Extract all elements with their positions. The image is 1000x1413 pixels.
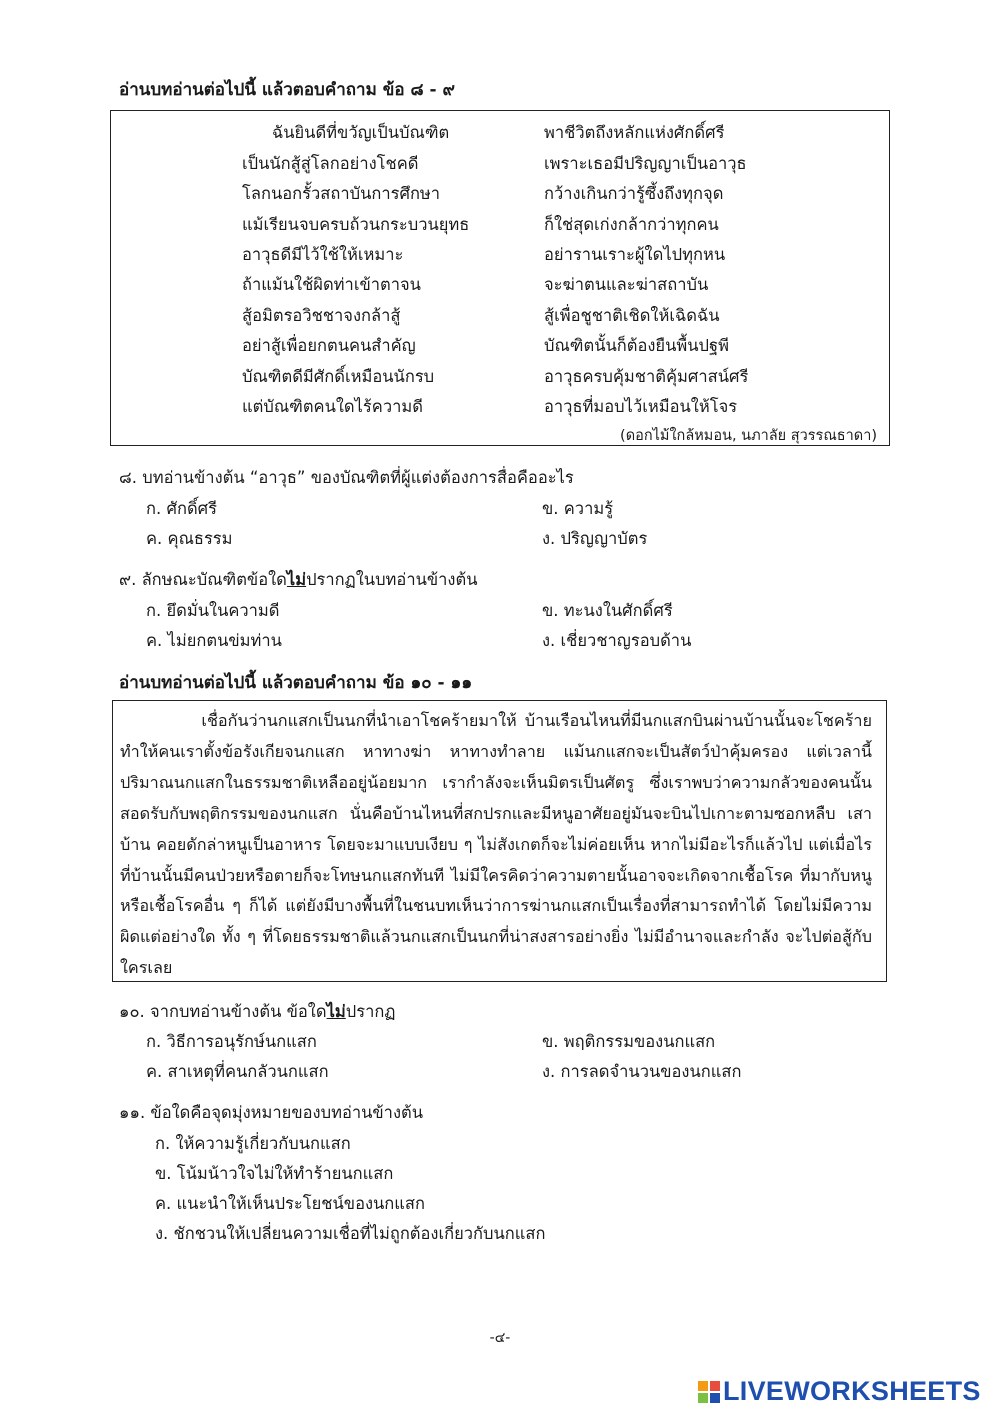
q9-option-b[interactable]: ข. ทะนงในศักดิ์ศรี — [542, 601, 673, 620]
q11-option-b[interactable]: ข. โน้มน้าวใจไม่ให้ทำร้ายนกแสก — [155, 1164, 394, 1183]
question-9 — [119, 567, 477, 593]
q10-option-d[interactable]: ง. การลดจำนวนของนกแสก — [542, 1062, 742, 1081]
poem-line-left: อย่าสู้เพื่อยกตนคนสำคัญ — [242, 336, 416, 355]
passage-paragraph: เชื่อกันว่านกแสกเป็นนกที่นำเอาโชคร้ายมาให้ บ้านเรือนไหนที่มีนกแสกบินผ่านบ้านนั้นจะโชคร้าย ทำให้คนเราตั้งข้อรังเกียจนกแสก หาทางฆ่า หาทางทำลาย แม้นกแสกจะเป็นสัตว์ป่าคุ้มครอง แต่เวลานี้ ปริมาณนกแสกในธรรมชาติเหลืออยู่น้อยมาก เรากำลังจะเห็นมิตรเป็นศัตรู ซึ่งเราพบว่าความกลัวของคนนั้น สอดรับกับพฤติกรรมของนกแสก นั่นคือบ้านไหนที่สกปรกและมีหนูอาศัยอยู่มันจะบินไปเกาะตามซอกหลืบ เสาบ้าน คอยดักล่าหนูเป็นอาหาร โดยจะมาแบบเงียบ ๆ ไม่สังเกตก็จะไม่ค่อยเห็น หากไม่มีอะไรก็แล้วไป แต่เมื่อไรที่บ้านนั้นมีคนป่วยหรือตายก็จะโทษนกแสกทันที ไม่มีใครคิดว่าความตายนั้นอาจจะเกิดจากเชื้อโรค ที่มากับหนูหรือเชื้อโรคอื่น ๆ ก็ได้ แต่ยังมีบางพื้นที่ในชนบทเห็นว่าการฆ่านกแสกเป็นเรื่องที่สามารถทำได้ โดยไม่มีความผิดแต่อย่างใด ทั้ง ๆ ที่โดยธรรมชาติแล้วนกแสกเป็นนกที่น่าสงสารอย่างยิ่ง ไม่มีอำนาจและกำลัง จะไปต่อสู้กับใครเลย — [120, 711, 872, 978]
poem-line-left: แต่บัณฑิตคนใดไร้ความดี — [242, 397, 423, 416]
q8-option-b[interactable]: ข. ความรู้ — [542, 499, 614, 518]
poem-box — [110, 110, 890, 446]
q11-option-c[interactable]: ค. แนะนำให้เห็นประโยชน์ของนกแสก — [155, 1194, 425, 1213]
poem-line-right: บัณฑิตนั้นก็ต้องยืนพื้นปฐพี — [544, 336, 729, 355]
q8-option-a[interactable]: ก. ศักดิ์ศรี — [146, 499, 217, 518]
poem-line-left: เป็นนักสู้สู่โลกอย่างโชคดี — [242, 154, 419, 173]
poem-line-left: โลกนอกรั้วสถาบันการศึกษา — [242, 184, 441, 203]
poem-line-left: บัณฑิตดีมีศักดิ์เหมือนนักรบ — [242, 367, 435, 386]
poem-line-left: ฉันยินดีที่ขวัญเป็นบัณฑิต — [272, 123, 450, 142]
q8-option-d[interactable]: ง. ปริญญาบัตร — [542, 529, 648, 548]
poem-credit: (ดอกไม้ใกล้หมอน, นภาลัย สุวรรณธาดา) — [620, 428, 877, 444]
poem-line-right: กว้างเกินกว่ารู้ซึ้งถึงทุกจุด — [544, 184, 724, 203]
logo-square-icon — [710, 1381, 720, 1391]
section1-heading: อ่านบทอ่านต่อไปนี้ แล้วตอบคำถาม ข้อ ๘ - ๙ — [119, 80, 455, 100]
poem-line-left: อาวุธดีมีไว้ใช้ให้เหมาะ — [242, 245, 404, 264]
q10-option-b[interactable]: ข. พฤติกรรมของนกแสก — [542, 1032, 716, 1051]
poem-line-right: สู้เพื่อชูชาติเชิดให้เฉิดฉัน — [544, 306, 720, 325]
q9-option-c[interactable]: ค. ไม่ยกตนข่มท่าน — [146, 631, 282, 650]
logo-square-icon — [710, 1393, 720, 1403]
poem-line-right: อาวุธครบคุ้มชาติคุ้มศาสน์ศรี — [544, 367, 749, 386]
liveworksheets-logo[interactable] — [698, 1376, 981, 1407]
q9-text-post: ปรากฏในบทอ่านข้างต้น — [306, 570, 478, 589]
q9-option-d[interactable]: ง. เชี่ยวชาญรอบด้าน — [542, 631, 692, 650]
q10-text-pre: ๑๐. จากบทอ่านข้างต้น ข้อใด — [119, 1002, 327, 1021]
question-11: ๑๑. ข้อใดคือจุดมุ่งหมายของบทอ่านข้างต้น — [119, 1103, 423, 1122]
logo-text: LIVEWORKSHEETS — [723, 1376, 981, 1406]
section2-heading: อ่านบทอ่านต่อไปนี้ แล้วตอบคำถาม ข้อ ๑๐ - ๑๑ — [119, 673, 473, 693]
q10-option-a[interactable]: ก. วิธีการอนุรักษ์นกแสก — [146, 1032, 317, 1051]
poem-line-left: สู้อมิตรอวิชชาจงกล้าสู้ — [242, 306, 401, 325]
q9-option-a[interactable]: ก. ยึดมั่นในความดี — [146, 601, 280, 620]
poem-line-right: อย่ารานเราะผู้ใดไปทุกหน — [544, 245, 726, 264]
q10-emphasis: ไม่ — [326, 1002, 346, 1021]
poem-line-right: พาชีวิตถึงหลักแห่งศักดิ์ศรี — [544, 123, 725, 142]
poem-line-right: เพราะเธอมีปริญญาเป็นอาวุธ — [544, 154, 747, 173]
logo-square-icon — [698, 1393, 708, 1403]
passage-text — [120, 706, 872, 984]
q8-option-c[interactable]: ค. คุณธรรม — [146, 529, 233, 548]
poem-line-left: แม้เรียนจบครบถ้วนกระบวนยุทธ — [242, 215, 470, 234]
q10-option-c[interactable]: ค. สาเหตุที่คนกลัวนกแสก — [146, 1062, 329, 1081]
q9-emphasis: ไม่ — [286, 570, 307, 589]
q9-text-pre: ๙. ลักษณะบัณฑิตข้อใด — [119, 570, 287, 589]
q10-text-post: ปรากฏ — [345, 1002, 396, 1021]
q11-option-a[interactable]: ก. ให้ความรู้เกี่ยวกับนกแสก — [155, 1134, 351, 1153]
logo-mark-icon — [698, 1381, 720, 1403]
poem-line-right: อาวุธที่มอบไว้เหมือนให้โจร — [544, 397, 738, 416]
q11-option-d[interactable]: ง. ชักชวนให้เปลี่ยนความเชื่อที่ไม่ถูกต้องเกี่ยวกับนกแสก — [155, 1224, 546, 1243]
logo-square-icon — [698, 1381, 708, 1391]
poem-line-left: ถ้าแม้นใช้ผิดท่าเข้าตาจน — [242, 275, 421, 294]
poem-line-right: จะฆ่าตนและฆ่าสถาบัน — [544, 275, 709, 294]
question-8: ๘. บทอ่านข้างต้น “อาวุธ” ของบัณฑิตที่ผู้แต่งต้องการสื่อคืออะไร — [119, 468, 574, 487]
question-10 — [119, 999, 395, 1025]
page-number: -๔- — [489, 1330, 511, 1346]
poem-line-right: ก็ใช่สุดเก่งกล้ากว่าทุกคน — [544, 215, 719, 234]
